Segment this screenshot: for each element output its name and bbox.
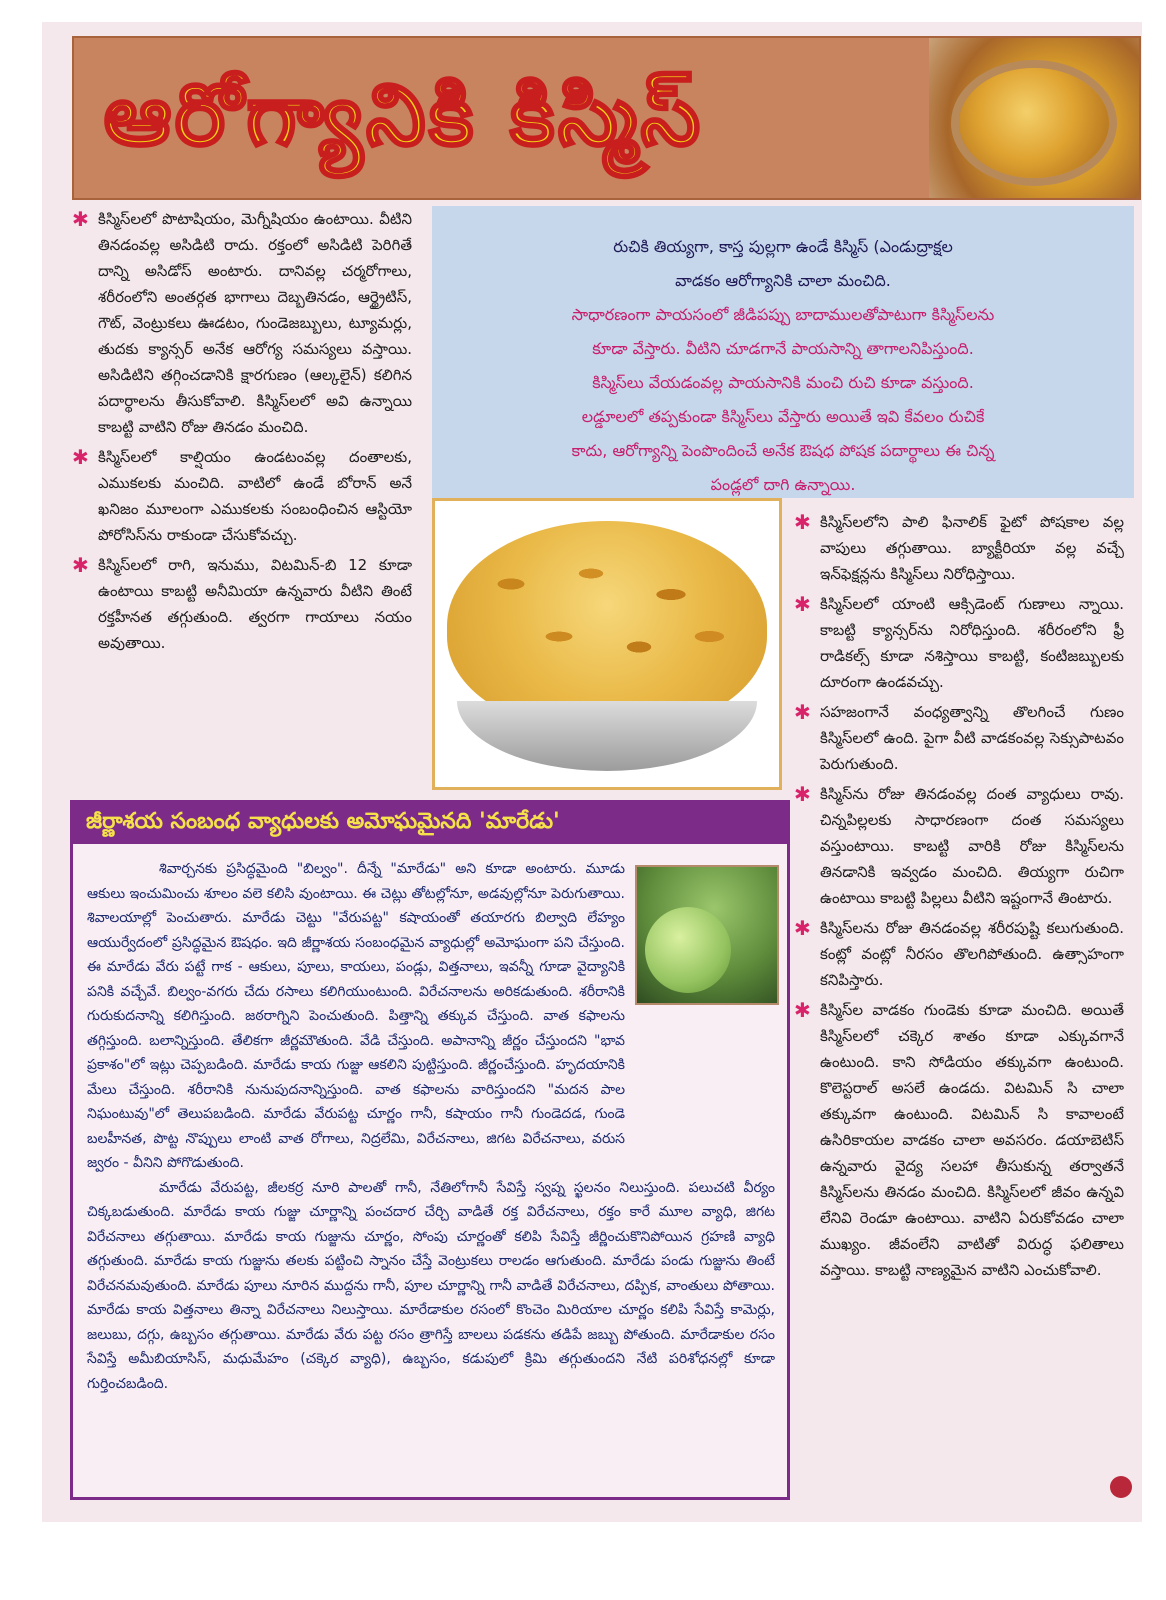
star-bullet-icon: ✱ bbox=[72, 445, 89, 469]
title-banner bbox=[72, 36, 1141, 200]
intro-line: సాధారణంగా పాయసంలో జీడిపప్పు బాదాములతోపాటుగా కిస్మిస్‌లను bbox=[571, 305, 995, 324]
star-bullet-icon: ✱ bbox=[794, 592, 811, 616]
star-bullet-icon: ✱ bbox=[794, 998, 811, 1022]
intro-line: పండ్లలో దాగి ఉన్నాయి. bbox=[710, 475, 856, 494]
star-bullet-icon: ✱ bbox=[794, 782, 811, 806]
bullet-item bbox=[794, 997, 1124, 1283]
bullet-text: కిస్మిస్‌లలో కాల్షియం ఉండటంవల్ల దంతాలకు, ఎముకలకు మంచిది. వాటిలో ఉండే బోరాన్ అనే ఖనిజం మూలంగా ఎముకలకు సంబంధించిన ఆస్టియో పోరోసిస్‌ను రాకుండా చేసుకోవచ్చు. bbox=[98, 448, 412, 544]
intro-line: కిస్మిస్‌లు వేయడంవల్ల పాయసానికి మంచి రుచి కూడా వస్తుంది. bbox=[592, 373, 974, 392]
bullet-text: కిస్మిస్‌ల వాడకం గుండెకు కూడా మంచిది. అయితే కిస్మిస్‌లలో చక్కెర శాతం కూడా ఎక్కువగానే ఉంటుంది. కాని సోడియం తక్కువగా ఉంటుంది. కొలెస్టరాల్ అసలే ఉండదు. విటమిన్ సి చాలా తక్కువగా ఉంటుంది. విటమిన్ సి కావాలంటే ఉసిరికాయల వాడకం చాలా అవసరం. డయాబెటిస్ ఉన్నవారు వైద్య సలహా తీసుకున్న తర్వాతనే కిస్మిస్‌లను తినడం మంచిది. కిస్మిస్‌లలో జీవం ఉన్నవి లేనివి రెండూ ఉంటాయి. వాటిని ఏరుకోవడం చాలా ముఖ్యం. జీవంలేని వాటితో విరుద్ధ ఫలితాలు వస్తాయి. కాబట్టి నాణ్యమైన వాటిని ఎంచుకోవాలి. bbox=[820, 1001, 1124, 1279]
star-bullet-icon: ✱ bbox=[794, 700, 811, 724]
intro-line: వాడకం ఆరోగ్యానికి చాలా మంచిది. bbox=[675, 271, 891, 290]
bullet-text: కిస్మిస్‌లను రోజు తినడంవల్ల శరీరపుష్టి కలుగుతుంది. కంట్లో వంట్లో నీరసం తొలగిపోతుంది. ఉత్సాహంగా కనిపిస్తారు. bbox=[820, 919, 1124, 989]
star-bullet-icon: ✱ bbox=[794, 510, 811, 534]
bael-title: జీర్ణాశయ సంబంధ వ్యాధులకు అమోఘమైనది 'మారేడు' bbox=[70, 800, 790, 844]
bullet-text: కిస్మిస్‌లలో పొటాషియం, మెగ్నీషియం ఉంటాయి. వీటిని తినడంవల్ల అసిడిటి రాదు. రక్తంలో అసిడిటి పెరిగితే దాన్ని అసిడోస్ అంటారు. దానివల్ల చర్మరోగాలు, శరీరంలోని అంతర్గత భాగాలు దెబ్బతినడం, ఆర్థ్రైటిస్, గౌట్, వెంట్రుకలు ఊడటం, గుండెజబ్బులు, ట్యూమర్లు, తుదకు క్యాన్సర్ అనేక ఆరోగ్య సమస్యలు వస్తాయి. అసిడిటిని తగ్గించడానికి క్షారగుణం (ఆల్కలైన్) కలిగిన పదార్థాలను తీసుకోవాలి. కిస్మిస్‌లలో అవి ఉన్నాయి కాబట్టి వాటిని రోజు తినడం మంచిది. bbox=[98, 210, 412, 436]
bullet-item bbox=[794, 915, 1124, 993]
bael-paragraph: మారేడు వేరుపట్ట, జీలకర్ర నూరి పాలతో గానీ, నేతిలోగానీ సేవిస్తే స్వప్న స్ఖలనం నిలుస్తుంది. పలుచటి వీర్యం చిక్కబడుతుంది. మారేడు కాయ గుజ్జు చూర్ణాన్ని పంచదార చేర్చి వాడితే రక్త విరేచనాలు, రక్తం కారే మూల వ్యాధి, జిగట విరేచనాలు తగ్గుతాయి. మారేడు కాయ గుజ్జును చూర్ణం, సోంపు చూర్ణంతో కలిపి సేవిస్తే జీర్ణించుకొనిపోయిన గ్రహణి వ్యాధి తగ్గుతుంది. మారేడు కాయ గుజ్జును తలకు పట్టించి స్నానం చేస్తే వెంట్రుకలు రాలడం ఆగుతుంది. మారేడు పండు గుజ్జును తింటే విరేచనమవుతుంది. మారేడు పూలు నూరిన ముద్దను గానీ, పూల చూర్ణాన్ని గానీ వాడితే విరేచనాలు, దప్పిక, వాంతులు పోతాయి. మారేడు కాయ విత్తనాలు తిన్నా విరేచనాలు నిలుస్తాయి. మారేడాకుల రసంలో కొంచెం మిరియాల చూర్ణం కలిపి సేవిస్తే కామెర్లు, జలుబు, దగ్గు, ఉబ్బసం తగ్గుతాయి. మారేడు వేరు పట్ట రసం త్రాగిస్తే బాలలు పడకను తడిపే జబ్బు పోతుంది. మారేడాకుల రసం సేవిస్తే అమీబియాసిస్, మధుమేహం (చక్కెర వ్యాధి), ఉబ్బసం, కడుపులో క్రిమి తగ్గుతుందని నేటి పరిశోధనల్లో కూడా గుర్తించబడింది. bbox=[87, 1179, 775, 1392]
bullet-text: కిస్మిస్‌ను రోజు తినడంవల్ల దంత వ్యాధులు రావు. చిన్నపిల్లలకు సాధారణంగా దంత సమస్యలు వస్తుంటాయి. కాబట్టి వారికి రోజు కిస్మిస్‌లను తినడానికి ఇవ్వడం మంచిది. తియ్యగా రుచిగా ఉంటాయి కాబట్టి పిల్లలు వీటిని ఇష్టంగానే తింటారు. bbox=[820, 785, 1124, 907]
left-column bbox=[72, 206, 412, 660]
right-column bbox=[794, 509, 1124, 1287]
bullet-item bbox=[794, 509, 1124, 587]
intro-box bbox=[432, 206, 1134, 498]
bullet-item bbox=[794, 591, 1124, 695]
bullet-text: కిస్మిస్‌లలో రాగి, ఇనుము, విటమిన్-బి 12 కూడా ఉంటాయి కాబట్టి అనీమియా ఉన్నవారు వీటిని తింటే రక్తహీనత తగ్గుతుంది. త్వరగా గాయాలు నయం అవుతాయి. bbox=[98, 556, 412, 652]
magazine-page bbox=[42, 22, 1142, 1522]
bullet-item bbox=[72, 206, 412, 440]
bullet-text: కిస్మిస్‌లలోని పాలి ఫినాలిక్ ఫైటో పోషకాల వల్ల వాపులు తగ్గుతాయి. బ్యాక్టీరియా వల్ల వచ్చే ఇన్‌ఫెక్షన్లను కిస్మిస్‌లు నిరోధిస్తాయి. bbox=[820, 513, 1124, 583]
bullet-item bbox=[72, 552, 412, 656]
raisin-bowl-photo bbox=[432, 498, 782, 790]
intro-line: రుచికి తియ్యగా, కాస్త పుల్లగా ఉండే కిస్మిస్ (ఎండుద్రాక్షల bbox=[613, 237, 953, 256]
intro-line: కూడా వేస్తారు. వీటిని చూడగానే పాయసాన్ని తాగాలనిపిస్తుంది. bbox=[592, 339, 974, 358]
bael-body bbox=[87, 857, 775, 1487]
intro-line: కాదు, ఆరోగ్యాన్ని పెంపొందించే అనేక ఔషధ పోషక పదార్థాలు ఈ చిన్న bbox=[571, 441, 995, 460]
star-bullet-icon: ✱ bbox=[72, 207, 89, 231]
bullet-text: సహజంగానే వంధ్యత్వాన్ని తొలగించే గుణం కిస్మిస్‌లలో ఉంది. పైగా వీటి వాడకంవల్ల సెక్సుపాటవం పెరుగుతుంది. bbox=[820, 703, 1124, 773]
intro-line: లడ్డూలలో తప్పకుండా కిస్మిస్‌లు వేస్తారు అయితే ఇవి కేవలం రుచికే bbox=[581, 407, 985, 426]
steel-bowl bbox=[457, 701, 757, 771]
raisin-spoon bbox=[959, 68, 1109, 178]
star-bullet-icon: ✱ bbox=[72, 553, 89, 577]
bael-article bbox=[70, 800, 790, 1500]
page-marker bbox=[1110, 1476, 1132, 1498]
bullet-text: కిస్మిస్‌లలో యాంటి ఆక్సిడెంట్ గుణాలు న్నాయి. కాబట్టి క్యాన్సర్‌ను నిరోధిస్తుంది. శరీరంలోని ఫ్రీ రాడికల్స్ కూడా నశిస్తాయి కాబట్టి, కంటిజబ్బులకు దూరంగా ఉండవచ్చు. bbox=[820, 595, 1124, 691]
bael-paragraph: శివార్చనకు ప్రసిద్ధమైంది "బిల్వం". దీన్నే "మారేడు" అని కూడా అంటారు. మూడు ఆకులు ఇంచుమించు శూలం వలె కలిసి వుంటాయి. ఈ చెట్లు తోటల్లోనూ, అడవుల్లోనూ పెరుగుతాయి. శివాలయాల్లో పెంచుతారు. మారేడు చెట్టు "వేరుపట్ట" కషాయంతో తయారగు బిల్వాది లేహ్యం ఆయుర్వేదంలో ప్రసిద్ధమైన ఔషధం. ఇది జీర్ణాశయ సంబంధమైన వ్యాధుల్లో అమోఘంగా పని చేస్తుంది. ఈ మారేడు వేరు పట్టే గాక - ఆకులు, పూలు, కాయలు, పండ్లు, విత్తనాలు, ఇవన్నీ గూడా వైద్యానికి పనికి వచ్చేవే. బిల్వం-వగరు చేదు రసాలు కలిగియుంటుంది. విరేచనాలను అరికడుతుంది. శరీరానికి గురుకుదనాన్ని కలిగిస్తుంది. జఠరాగ్నిని పెంచుతుంది. పిత్తాన్ని తక్కువ చేస్తుంది. వాత కఫాలను తగ్గిస్తుంది. బలాన్నిస్తుంది. తేలికగా జీర్ణమౌతుంది. వేడి చేస్తుంది. అపానాన్ని జీర్ణం చేస్తుందని "భావ ప్రకాశం"లో ఇట్లు చెప్పబడింది. మారేడు కాయ గుజ్జు ఆకలిని పుట్టిస్తుంది. జీర్ణంచేస్తుంది. హృదయానికి మేలు చేస్తుంది. శరీరానికి నునుపుదనాన్నిస్తుంది. వాత కఫాలను వారిస్తుందని "మదన పాల నిఘంటువు"లో తెలుపబడింది. మారేడు వేరుపట్ట చూర్ణం గానీ, కషాయం గానీ గుండెదడ, గుండె బలహీనత, పొట్ట నొప్పులు లాంటి వాత రోగాలు, నిద్రలేమి, విరేచనాలు, జిగట విరేచనాలు, వరుస జ్వరం - వీనిని పోగొడుతుంది. bbox=[87, 861, 625, 1171]
star-bullet-icon: ✱ bbox=[794, 916, 811, 940]
bullet-item bbox=[794, 781, 1124, 911]
bullet-item bbox=[794, 699, 1124, 777]
raisin-heap bbox=[447, 521, 767, 731]
page-title: ఆరోగ్యానికి కిస్మిస్ bbox=[104, 66, 704, 164]
bullet-item bbox=[72, 444, 412, 548]
raisin-spoon-photo bbox=[929, 38, 1139, 198]
